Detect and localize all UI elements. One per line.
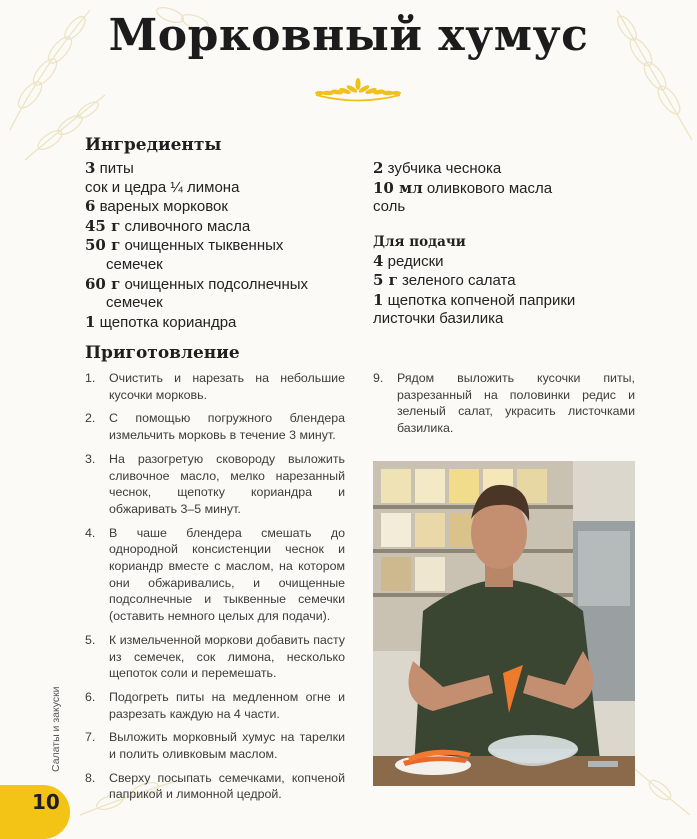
serving-item: 5 г зеленого салата: [373, 271, 516, 290]
serving-item: листочки базилика: [373, 310, 504, 328]
steps-list-2: [373, 370, 635, 444]
ingredient-item: соль: [373, 198, 406, 216]
ingredient-item: 2 зубчика чеснока: [373, 159, 502, 177]
ingredient-item: сок и цедра ¼ лимона: [85, 178, 240, 196]
step-item: 9. Рядом выложить кусочки питы, разрезанный на половинки редис и зеленый салат, украсить листочками базилика.: [373, 371, 635, 436]
ingredient-item: 60 г очищенных подсолнечных: [85, 274, 309, 293]
step-item: 1. Очистить и нарезать на небольшие кусочки морковь.: [85, 371, 345, 402]
chef-photo: [373, 461, 635, 786]
ingredients-list: [85, 159, 308, 332]
steps-list: [85, 370, 345, 810]
step-item: 5. К измельченной моркови добавить пасту из семечек, сок лимона, несколько щепоток соли и перемешать.: [85, 632, 345, 681]
page-title: Морковный хумус: [108, 10, 589, 61]
serving-block: [373, 233, 575, 329]
step-item: 8. Сверху посыпать семечками, копченой паприкой и лимонной цедрой.: [85, 770, 345, 802]
step-item: 4. В чаше блендера смешать до однородной консистенции чеснок и кориандр вместе с маслом, на котором они обжаривались, и очищенные подсолнечные и тыквенные семечки (оставить немного целых для подачи).: [85, 525, 345, 624]
ingredient-item: 3 питы: [85, 159, 134, 177]
ingredients-heading: Ингредиенты: [85, 135, 222, 155]
serving-item: 4 редиски: [373, 251, 444, 270]
chef-illustration: [373, 461, 635, 786]
serving-heading: Для подачи: [373, 234, 466, 250]
serving-item: 1 щепотка копченой паприки: [373, 290, 576, 309]
step-item: 3. На разогретую сковороду выложить сливочное масло, мелко нарезанный чеснок, щепотку кориандра и обжаривать 3–5 минут.: [85, 451, 345, 516]
ingredient-item: 10 мл оливкового масла: [373, 178, 553, 197]
preparation-heading: Приготовление: [85, 343, 240, 363]
step-item: 6. Подогреть питы на медленном огне и разрезать каждую на 4 части.: [85, 689, 345, 721]
section-label: Салаты и закуски: [50, 686, 62, 772]
ingredient-item: семечек: [106, 255, 163, 273]
step-item: 7. Выложить морковный хумус на тарелки и полить оливковым маслом.: [85, 730, 345, 762]
ingredient-item: 6 вареных морковок: [85, 197, 228, 216]
wheat-divider-icon: [312, 76, 404, 106]
ingredient-item: 45 г сливочного масла: [85, 216, 251, 235]
step-item: 2. С помощью погружного блендера измельчить морковь в течение 3 минут.: [85, 411, 345, 443]
ingredient-item: 1 щепотка кориандра: [85, 312, 237, 331]
ingredient-item: 50 г очищенных тыквенных: [85, 236, 284, 255]
ingredient-item: семечек: [106, 294, 163, 312]
ingredients-list-2: [373, 159, 552, 217]
page-number: 10: [32, 790, 60, 814]
